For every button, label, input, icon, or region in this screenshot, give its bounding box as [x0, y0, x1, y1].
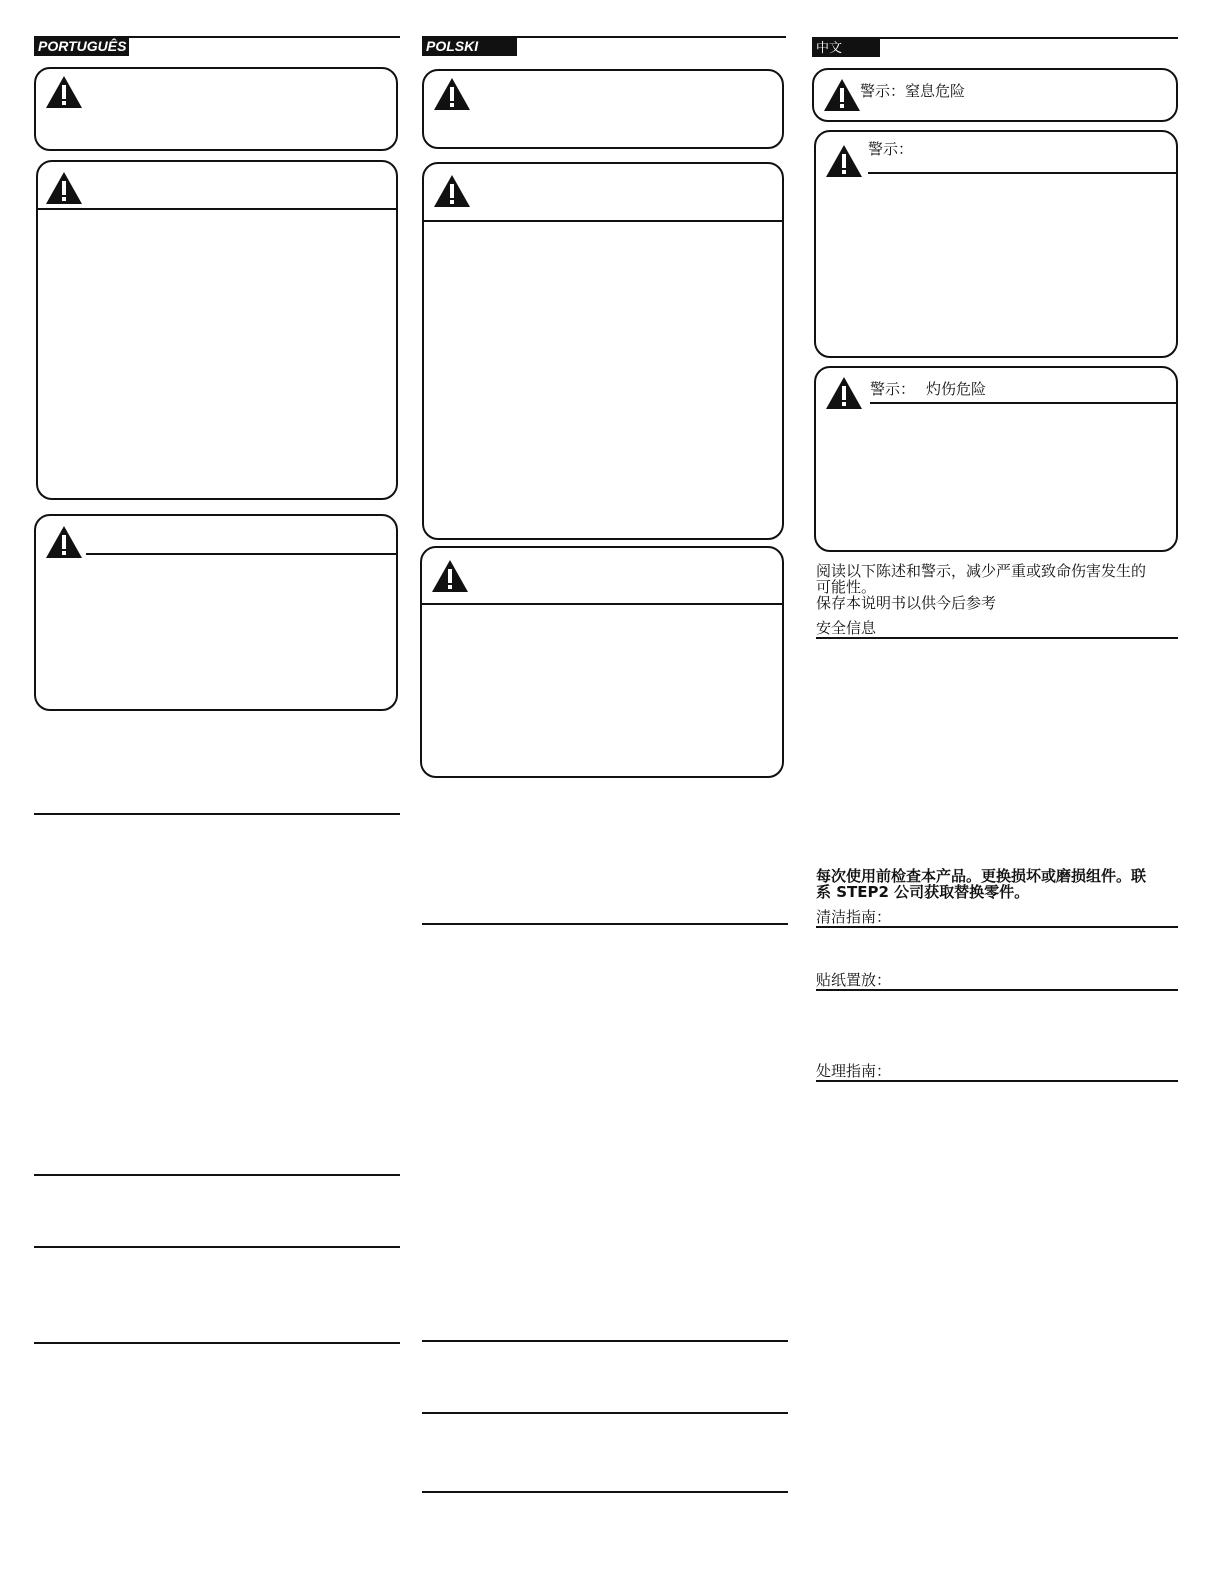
pt-box3-rule	[86, 553, 396, 555]
cn-warning-box-burn	[814, 366, 1178, 552]
pl-box2-rule	[424, 220, 782, 222]
cn-cleaning-heading: 清洁指南：	[816, 908, 892, 926]
cn-warning-burn-prefix: 警示：	[870, 380, 916, 398]
pt-section-rule-1	[34, 813, 400, 815]
cn-cleaning-rule	[816, 926, 1178, 928]
cn-inspect-line-1: 每次使用前检查本产品。更换损坏或磨损组件。联	[816, 867, 1147, 885]
warning-triangle-icon	[825, 144, 863, 178]
warning-triangle-icon	[433, 174, 471, 208]
pl-section-rule-2	[422, 1340, 788, 1342]
pl-box3-rule	[422, 603, 782, 605]
pt-warning-box-3	[34, 514, 398, 711]
cn-safety-info-heading: 安全信息	[816, 619, 877, 637]
pl-warning-box-3	[420, 546, 784, 778]
cn-warning-generic-label: 警示：	[868, 140, 914, 158]
warning-triangle-icon	[45, 525, 83, 559]
pt-section-rule-2	[34, 1174, 400, 1176]
cn-disposal-rule	[816, 1080, 1178, 1082]
cn-sticker-rule	[816, 989, 1178, 991]
cn-disposal-heading: 处理指南：	[816, 1062, 892, 1080]
pt-warning-box-2	[36, 160, 398, 500]
pt-section-rule-3	[34, 1246, 400, 1248]
pt-warning-box-1	[34, 67, 398, 151]
warning-triangle-icon	[45, 171, 83, 205]
cn-warning-burn-label: 灼伤危险	[926, 380, 987, 398]
pl-section-rule-4	[422, 1491, 788, 1493]
cn-warning-box-2	[814, 130, 1178, 358]
pl-warning-box-2	[422, 162, 784, 540]
warning-triangle-icon	[823, 78, 861, 112]
warning-triangle-icon	[45, 75, 83, 109]
pl-language-tab: POLSKI	[422, 37, 517, 56]
pt-language-tab: PORTUGUÊS	[34, 37, 129, 56]
cn-box2-rule	[868, 172, 1176, 174]
cn-warning-suffocation-label: 警示：窒息危险	[860, 82, 966, 100]
pl-section-rule-1	[422, 923, 788, 925]
pt-box2-rule	[38, 208, 396, 210]
warning-triangle-icon	[825, 376, 863, 410]
pl-section-rule-3	[422, 1412, 788, 1414]
cn-warning-box-suffocation	[812, 68, 1178, 122]
warning-triangle-icon	[433, 77, 471, 111]
cn-box3-rule	[870, 402, 1176, 404]
warning-triangle-icon	[431, 559, 469, 593]
pt-section-rule-4	[34, 1342, 400, 1344]
pl-warning-box-1	[422, 69, 784, 149]
cn-intro-line-2: 可能性。	[816, 578, 877, 596]
cn-intro-line-3: 保存本说明书以供今后参考	[816, 594, 997, 612]
cn-safety-info-rule	[816, 637, 1178, 639]
cn-intro-line-1: 阅读以下陈述和警示，减少严重或致命伤害发生的	[816, 562, 1147, 580]
cn-sticker-heading: 贴纸置放：	[816, 971, 892, 989]
cn-language-tab: 中文	[812, 38, 880, 57]
cn-inspect-line-2: 系 STEP2 公司获取替换零件。	[816, 883, 1030, 901]
